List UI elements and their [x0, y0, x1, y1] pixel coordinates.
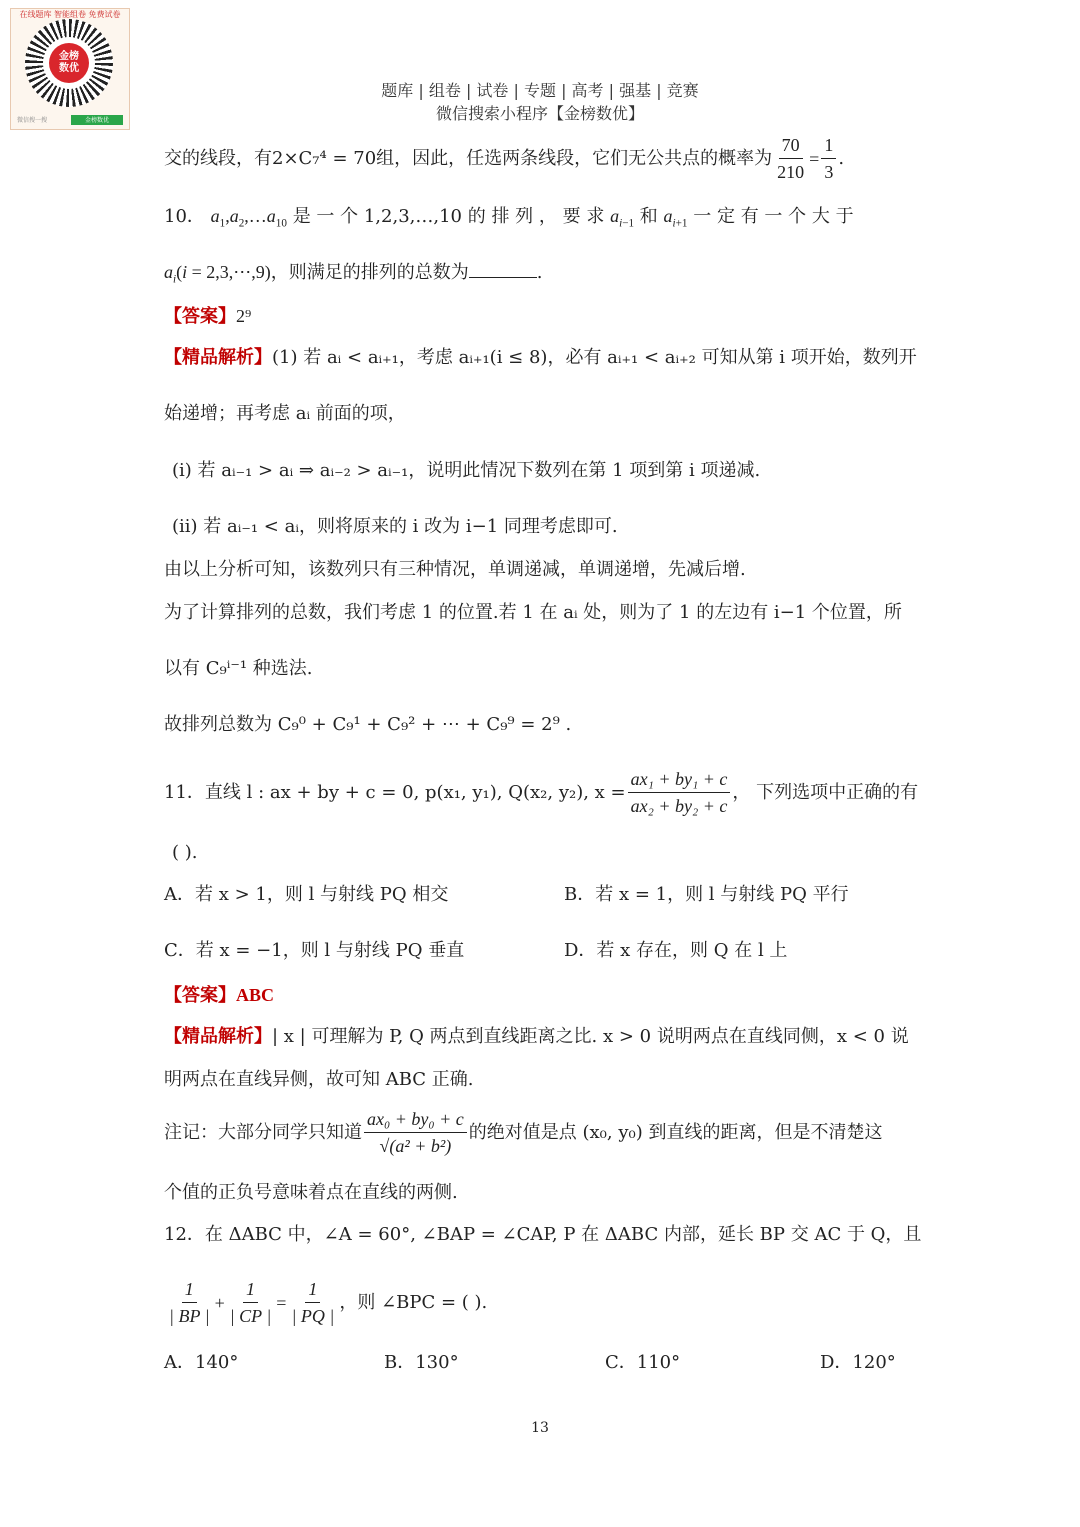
q10-analysis-p1: 【精品解析】(1) 若 aᵢ < aᵢ₊₁，考虑 aᵢ₊₁(i ≤ 8)，必有 aᵢ₊₁ < aᵢ₊₂ 可知从第 i 项开始，数列开	[164, 347, 917, 368]
q12-option-b[interactable]: B．130°	[384, 1352, 459, 1373]
q9-tail-line: 交的线段，有2×C₇⁴ = 70组，因此，任选两条线段，它们无公共点的概率为 $\frac{70}{210}$ = $\frac{1}{3}$ .	[164, 132, 844, 185]
q11-analysis-p2: 明两点在直线异侧，故可知 ABC 正确.	[164, 1069, 474, 1090]
logo-footer: 微信搜一搜 金榜数优	[17, 115, 123, 125]
q11-analysis-p3: 个值的正负号意味着点在直线的两侧.	[164, 1182, 458, 1203]
logo-ring-text: 在线题库 智能组卷 免费试卷	[19, 10, 121, 19]
q12-option-c[interactable]: C．110°	[605, 1352, 681, 1373]
q10-answer: 【答案】2⁹	[164, 306, 252, 327]
q11-option-b[interactable]: B．若 x = 1，则 l 与射线 PQ 平行	[564, 884, 849, 905]
q10-analysis-p6: 为了计算排列的总数，我们考虑 1 的位置.若 1 在 aᵢ 处，则为了 1 的左边有 i−1 个位置，所	[164, 602, 902, 623]
header-nav: 题库 | 组卷 | 试卷 | 专题 | 高考 | 强基 | 竞赛	[381, 81, 699, 100]
q11-option-d[interactable]: D．若 x 存在，则 Q 在 l 上	[564, 940, 788, 961]
q11-answer: 【答案】ABC	[164, 985, 275, 1006]
q11-option-c[interactable]: C．若 x = −1，则 l 与射线 PQ 垂直	[164, 940, 465, 961]
q11-paren: ( ).	[172, 842, 198, 863]
q10-stem-line1: 10． $a_1,a_2,\dots a_{10}$ 是 一 个 1,2,3,…,10 的 排 列 ， 要 求 $a_{i-1}$ 和 $a_{i+1}$ 一 定 有 一 个 大 于	[164, 206, 854, 230]
logo-seal: 金榜 数优	[49, 43, 89, 83]
q12-option-d[interactable]: D．120°	[820, 1352, 896, 1373]
q10-analysis-p7: 以有 C₉ⁱ⁻¹ 种选法.	[164, 658, 313, 679]
header-search-hint: 微信搜索小程序【金榜数优】	[435, 104, 644, 123]
q10-analysis-p4: (ii) 若 aᵢ₋₁ < aᵢ，则将原来的 i 改为 i−1 同理考虑即可.	[172, 516, 618, 537]
q11-analysis-p1: 【精品解析】| x | 可理解为 P, Q 两点到直线距离之比. x > 0 说明两点在直线同侧，x < 0 说	[164, 1026, 909, 1047]
q10-analysis-p3: (i) 若 aᵢ₋₁ > aᵢ ⇒ aᵢ₋₂ > aᵢ₋₁，说明此情况下数列在第 1 项到第 i 项递减.	[172, 460, 761, 481]
q12-condition: $\frac{1}{| BP |}$ + $\frac{1}{| CP |}$ = $\frac{1}{| PQ |}$ ，则 ∠BPC = ( ).	[164, 1276, 487, 1329]
q10-analysis-p2: 始递增；再考虑 aᵢ 前面的项，	[164, 403, 406, 424]
q12-stem: 12．在 ΔABC 中，∠A = 60°, ∠BAP = ∠CAP, P 在 ΔABC 内部，延长 BP 交 AC 于 Q，且	[164, 1224, 922, 1245]
q11-option-a[interactable]: A．若 x > 1，则 l 与射线 PQ 相交	[164, 884, 449, 905]
q10-analysis-p5: 由以上分析可知，该数列只有三种情况，单调递减，单调递增，先减后增.	[164, 559, 746, 580]
q10-stem-line2: $a_i(i$ = 2,3,⋯,9)，则满足的排列的总数为 .	[164, 259, 543, 286]
q11-note: 注记：大部分同学只知道 $\frac{\text{ax₀ + by₀ + c}}{\text{√(a² + b²)}}$ 的绝对值是点 (x₀, y₀) 到直线的距离，但是不清楚这	[164, 1106, 882, 1159]
answer-blank	[469, 259, 537, 278]
q10-analysis-p8: 故排列总数为 C₉⁰ + C₉¹ + C₉² + ⋯ + C₉⁹ = 2⁹ .	[164, 714, 572, 735]
q11-stem: 11． 直线 l : ax + by + c = 0, p(x₁, y₁), Q(x₂, y₂), x = $\frac{\text{ax₁ + by₁ + c}}{\text{ax₂ + by₂ + c}}$ ， 下列选项中正确的有	[164, 766, 918, 819]
page-number: 13	[531, 1420, 549, 1436]
q12-option-a[interactable]: A．140°	[164, 1352, 239, 1373]
